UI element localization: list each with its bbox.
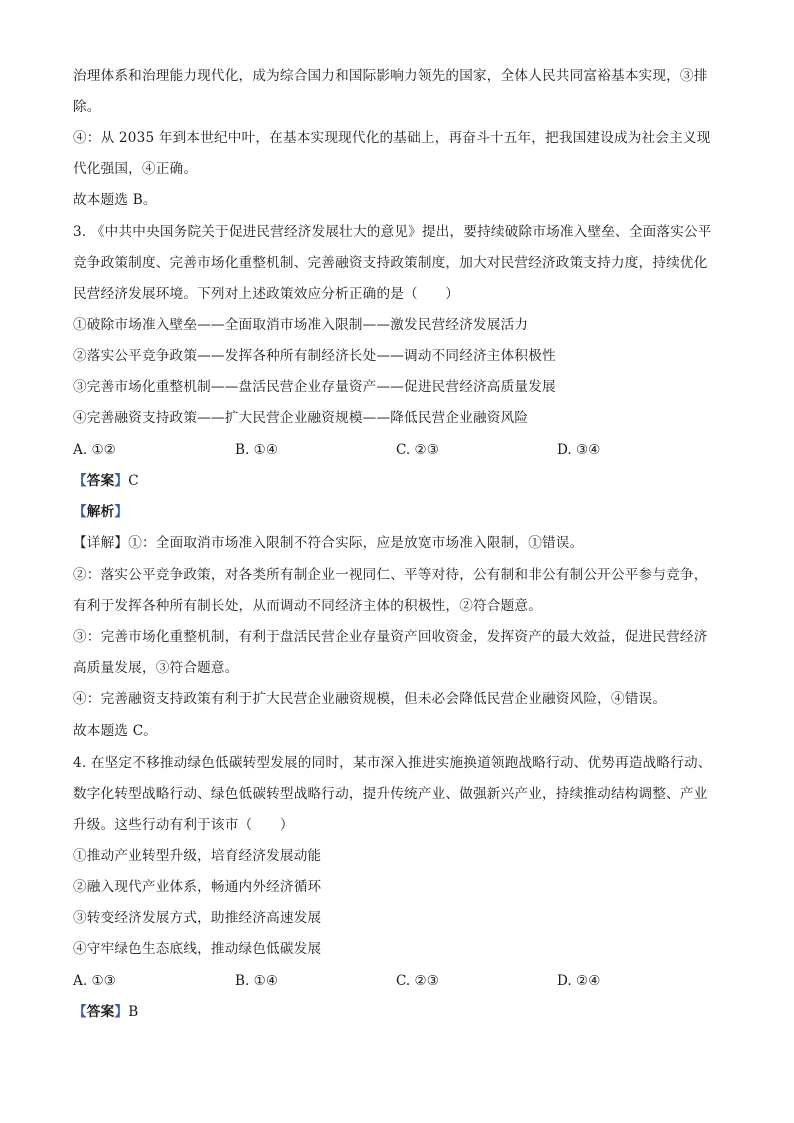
analysis-tag: 解析 [86,504,115,520]
bracket-open: 【 [73,1004,87,1020]
question-4-options [73,972,733,990]
text-line: 代化强国，④正确。 [73,161,198,177]
detail-line: 高质量发展，③符合题意。 [73,660,239,676]
text-line: 治理体系和治理能力现代化，成为综合国力和国际影响力领先的国家，全体人民共同富裕基本实现，③排 [73,68,708,84]
detail-line: ③：完善市场化重整机制，有利于盘活民营企业存量资产回收资金，发挥资产的最大效益，促进民营经济 [73,629,708,645]
answer-value: C [128,473,139,489]
detail-line: 有利于发挥各种所有制长处，从而调动不同经济主体的积极性，②符合题意。 [73,598,542,614]
bracket-open: 【 [73,504,87,520]
question-4-stem: 4. 在坚定不移推动绿色低碳转型发展的同时，某市深入推进实施换道领跑战略行动、优势再造战略行动、 [73,755,712,771]
question-4-item: ③转变经济发展方式，助推经济高速发展 [73,910,322,926]
text-line: ④：从 2035 年到本世纪中叶，在基本实现现代化的基础上，再奋斗十五年，把我国建设成为社会主义现 [73,130,711,146]
detail-tag: 详解 [86,535,115,551]
analysis-heading [73,503,733,521]
question-4-item: ②融入现代产业体系，畅通内外经济循环 [73,879,322,895]
answer-tag: 答案 [86,1004,115,1020]
question-4-item: ④守牢绿色生态底线，推动绿色低碳发展 [73,941,322,957]
option-d: D. ③④ [557,442,601,458]
option-c: C. ②③ [396,973,439,989]
detail-line: ②：落实公平竞争政策，对各类所有制企业一视同仁、平等对待，公有制和非公有制公开公平参与竞争， [73,567,708,583]
option-a: A. ①② [73,442,116,458]
question-4-stem: 数字化转型战略行动、绿色低碳转型战略行动，提升传统产业、做强新兴产业，持续推动结构调整、产业 [73,786,708,802]
detail-line [73,534,733,552]
question-3-item: ③完善市场化重整机制——盘活民营企业存量资产——促进民营经济高质量发展 [73,379,556,395]
question-4-item: ①推动产业转型升级，培育经济发展动能 [73,848,322,864]
bracket-close: 】 [114,473,129,489]
question-3-item: ②落实公平竞争政策——发挥各种所有制经济长处——调动不同经济主体积极性 [73,348,556,364]
question-3-options [73,441,733,459]
question-3-stem: 3. 《中共中央国务院关于促进民营经济发展壮大的意见》提出，要持续破除市场准入壁垒、全面落实公平 [73,224,712,240]
answer-value: B [128,1004,139,1020]
text-line: 除。 [73,99,101,115]
detail-text: ①：全面取消市场准入限制不符合实际，应是放宽市场准入限制，①错误。 [128,535,584,551]
answer-line [73,1003,733,1021]
question-3-stem: 竞争政策制度、完善市场化重整机制、完善融资支持政策制度，加大对民营经济政策支持力度，持续优化 [73,255,708,271]
question-3-item: ①破除市场准入壁垒——全面取消市场准入限制——激发民营经济发展活力 [73,317,529,333]
question-4-stem: 升级。这些行动有利于该市（ ） [73,817,294,833]
option-d: D. ②④ [557,973,601,989]
bracket-close: 】 [114,504,129,520]
question-3-stem: 民营经济发展环境。下列对上述政策效应分析正确的是（ ） [73,286,460,302]
bracket-close: 】 [114,535,129,551]
bracket-open: 【 [73,473,87,489]
conclusion-line: 故本题选 C。 [73,723,158,739]
option-b: B. ①④ [235,973,279,989]
question-3-item: ④完善融资支持政策——扩大民营企业融资规模——降低民营企业融资风险 [73,410,529,426]
detail-line: ④：完善融资支持政策有利于扩大民营企业融资规模，但未必会降低民营企业融资风险，④错误。 [73,691,667,707]
answer-line [73,472,733,490]
answer-tag: 答案 [86,473,115,489]
bracket-open: 【 [73,535,87,551]
bracket-close: 】 [114,1004,129,1020]
option-c: C. ②③ [396,442,439,458]
option-b: B. ①④ [235,442,279,458]
option-a: A. ①③ [73,973,116,989]
conclusion-line: 故本题选 B。 [73,192,157,208]
